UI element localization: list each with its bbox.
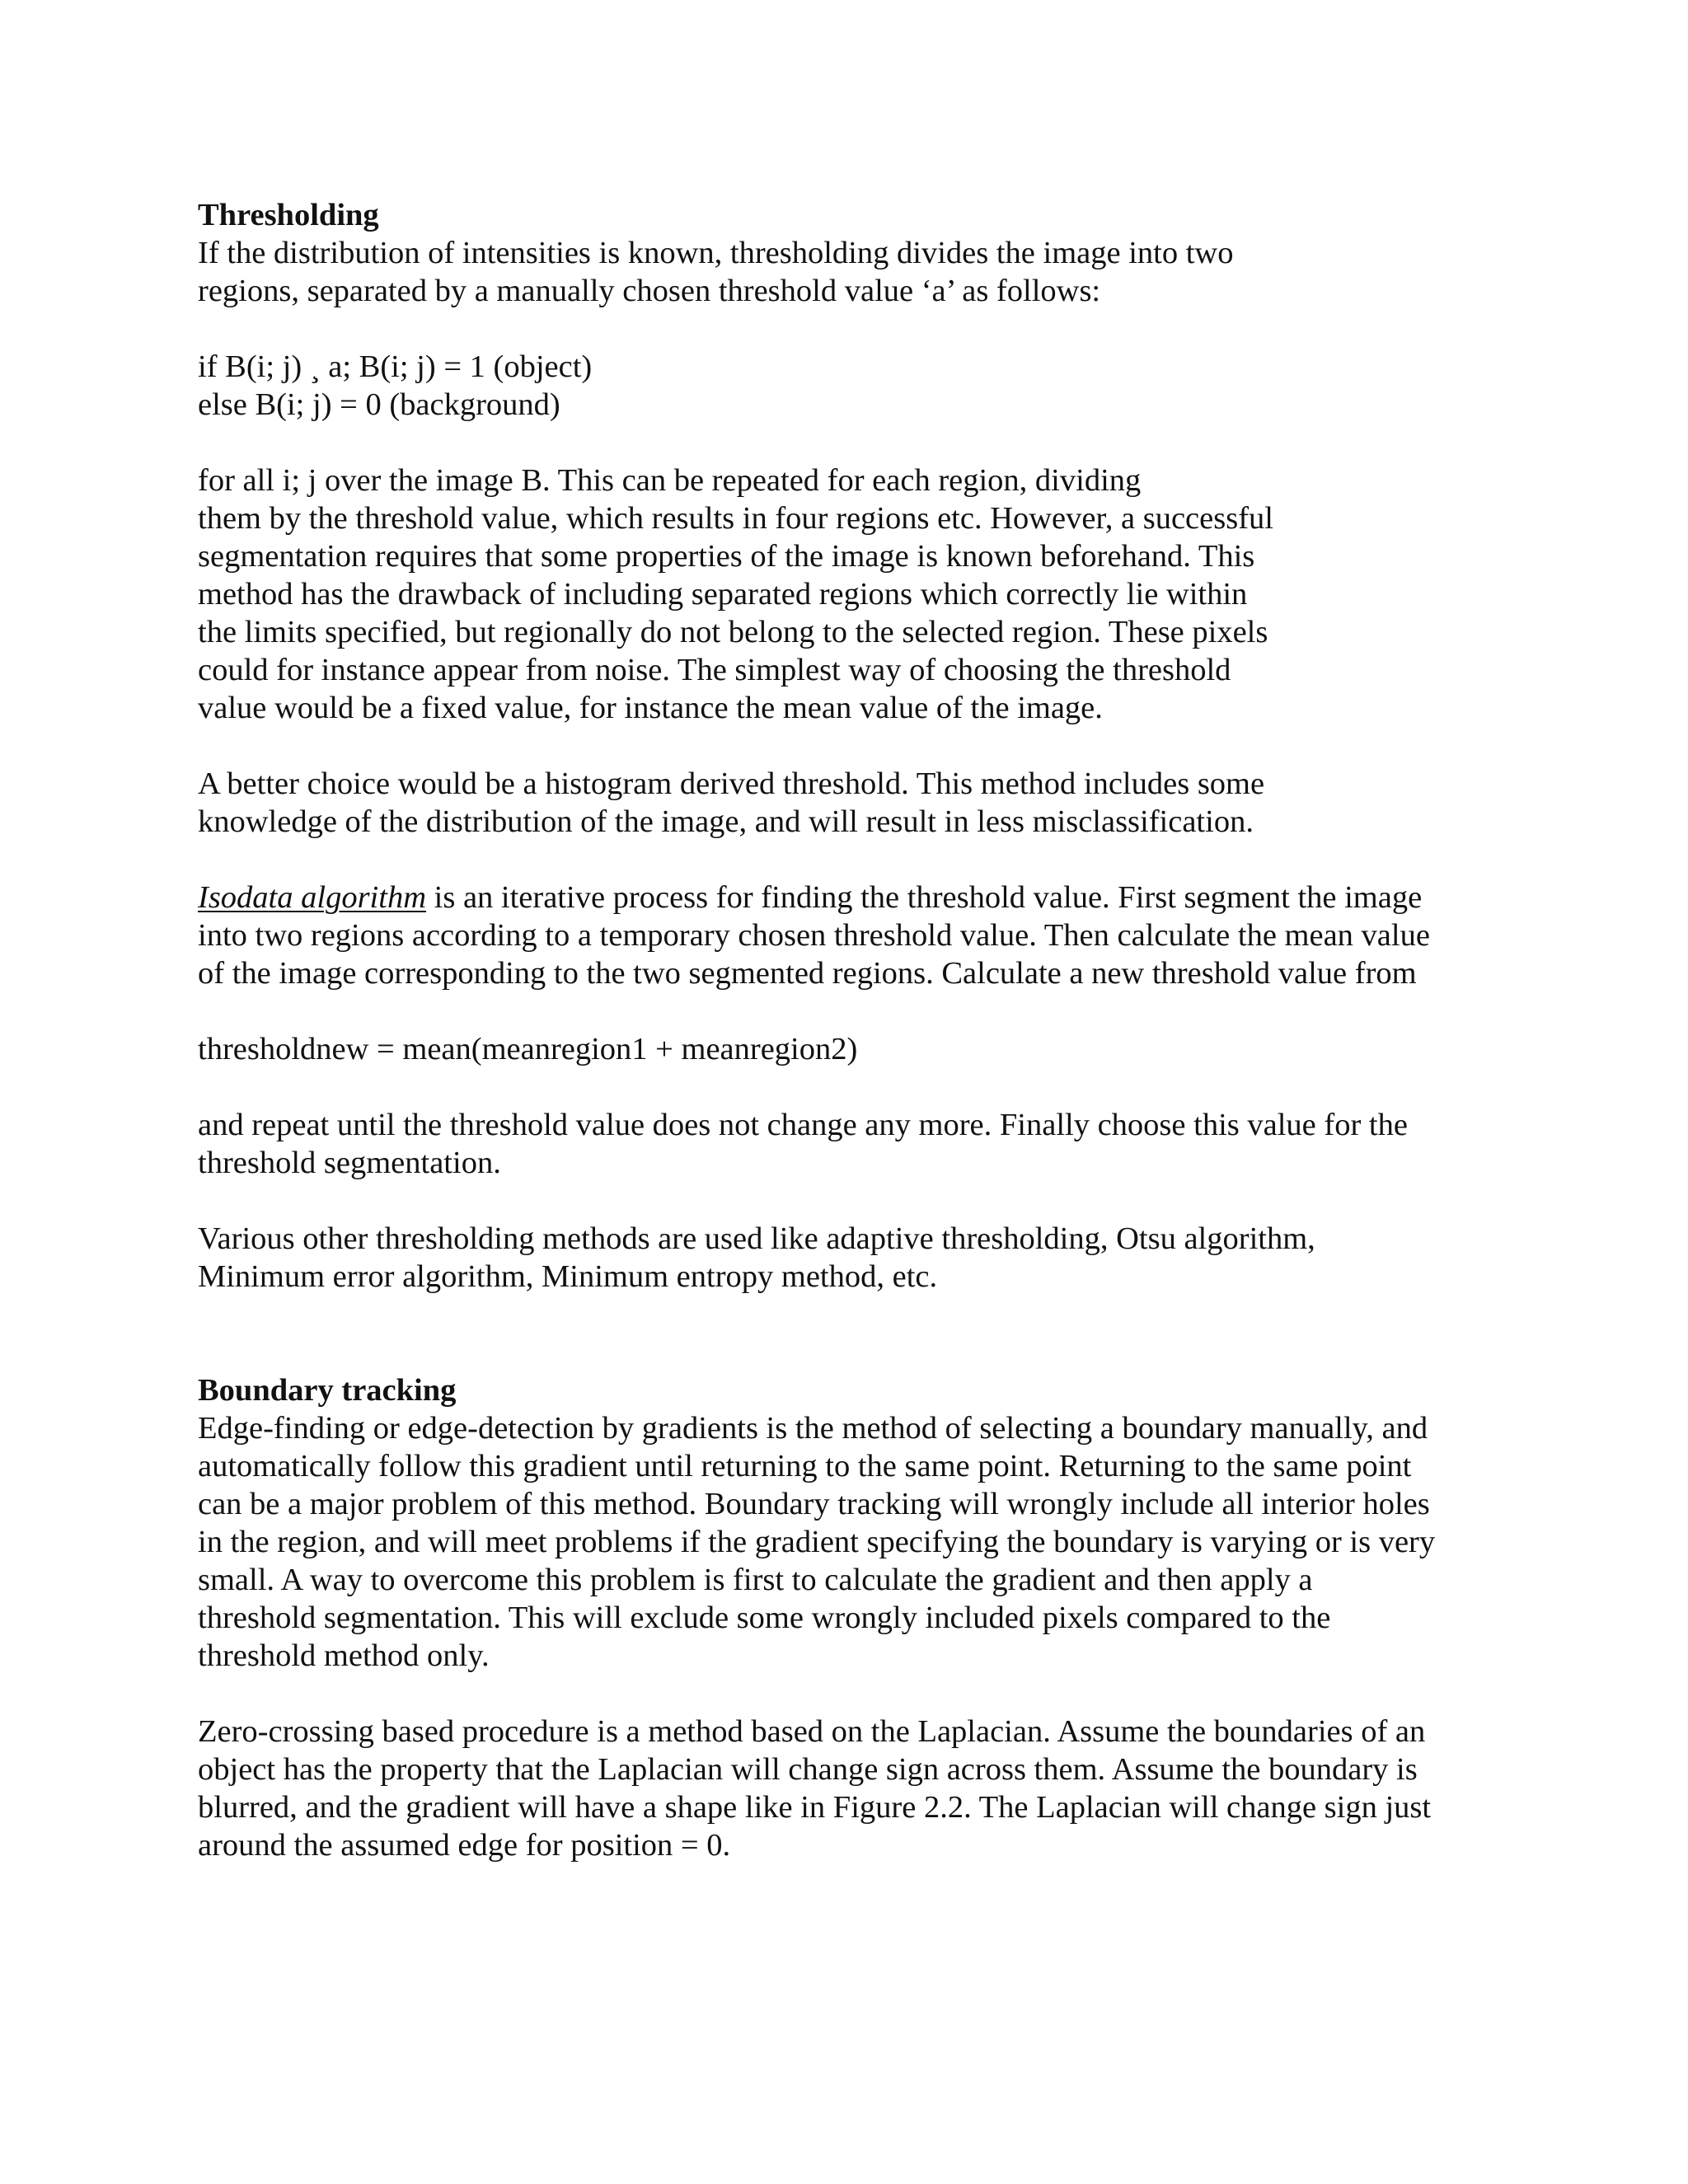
paragraph-line: A better choice would be a histogram derived threshold. This method includes some [198,766,1265,801]
paragraph-line [198,879,1517,916]
paragraph-line: regions, separated by a manually chosen threshold value ‘a’ as follows: [198,274,1101,308]
section-heading-thresholding: Thresholding [198,198,379,232]
paragraph-line: in the region, and will meet problems if the gradient specifying the boundary is varying or is very [198,1525,1436,1559]
paragraph-line: automatically follow this gradient until returning to the same point. Returning to the same point [198,1449,1412,1483]
paragraph-line: threshold segmentation. [198,1146,501,1180]
rule-line: if B(i; j) ¸ a; B(i; j) = 1 (object) [198,349,593,384]
paragraph-line: segmentation requires that some properties of the image is known beforehand. This [198,539,1255,574]
paragraph-line: around the assumed edge for position = 0. [198,1828,731,1863]
paragraph-line: Zero-crossing based procedure is a method based on the Laplacian. Assume the boundaries of an [198,1714,1426,1749]
paragraph-line: for all i; j over the image B. This can be repeated for each region, dividing [198,463,1142,498]
paragraph-line: threshold segmentation. This will exclude some wrongly included pixels compared to the [198,1601,1331,1635]
isodata-term: Isodata algorithm [198,880,427,915]
paragraph-line: object has the property that the Laplacian will change sign across them. Assume the boundary is [198,1752,1418,1787]
paragraph-line: threshold method only. [198,1638,490,1673]
paragraph-line: them by the threshold value, which results in four regions etc. However, a successful [198,501,1273,536]
paragraph-line: value would be a fixed value, for instance the mean value of the image. [198,691,1103,725]
section-heading-boundary-tracking: Boundary tracking [198,1373,457,1408]
rule-line: else B(i; j) = 0 (background) [198,387,560,422]
paragraph-line: method has the drawback of including separated regions which correctly lie within [198,577,1248,612]
paragraph-line: and repeat until the threshold value does not change any more. Finally choose this value for the [198,1108,1408,1142]
paragraph-line: can be a major problem of this method. Boundary tracking will wrongly include all interior holes [198,1487,1430,1521]
paragraph-line: Edge-finding or edge-detection by gradients is the method of selecting a boundary manually, and [198,1411,1428,1446]
paragraph-line: If the distribution of intensities is known, thresholding divides the image into two [198,236,1234,270]
paragraph-line: could for instance appear from noise. The simplest way of choosing the threshold [198,653,1231,687]
isodata-line-rest: is an iterative process for finding the threshold value. First segment the image [426,880,1423,915]
paragraph-line: Minimum error algorithm, Minimum entropy method, etc. [198,1259,938,1294]
paragraph-line: Various other thresholding methods are used like adaptive thresholding, Otsu algorithm, [198,1221,1315,1256]
formula-line: thresholdnew = mean(meanregion1 + meanregion2) [198,1032,858,1066]
paragraph-line: small. A way to overcome this problem is first to calculate the gradient and then apply a [198,1563,1313,1597]
paragraph-line: the limits specified, but regionally do not belong to the selected region. These pixels [198,615,1268,649]
paragraph-line: knowledge of the distribution of the image, and will result in less misclassification. [198,804,1254,839]
paragraph-line: into two regions according to a temporary chosen threshold value. Then calculate the mean value [198,918,1430,953]
document-page [198,196,1517,1864]
paragraph-line: of the image corresponding to the two segmented regions. Calculate a new threshold value from [198,956,1417,991]
paragraph-line: blurred, and the gradient will have a shape like in Figure 2.2. The Laplacian will change sign just [198,1790,1432,1825]
